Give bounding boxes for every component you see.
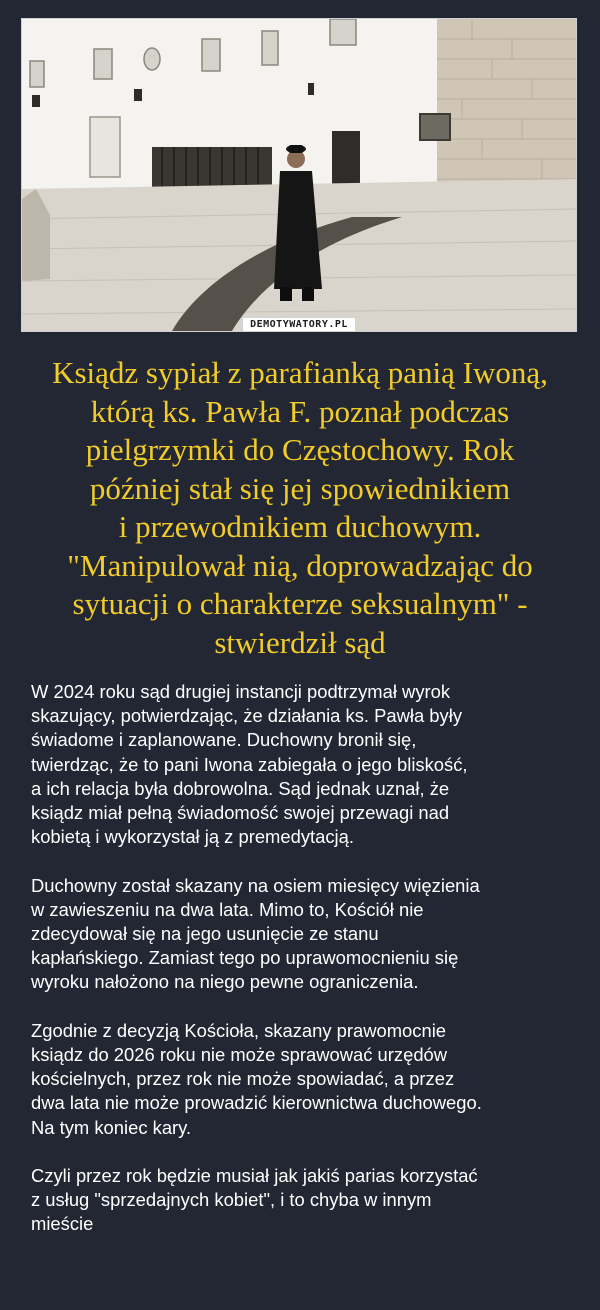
headline-line: stwierdził sąd [214, 624, 386, 660]
text-line: kościelnych, przez rok nie może spowiadać, a przez [31, 1068, 455, 1090]
text-line: z usług "sprzedajnych kobiet", i to chyba w innym [31, 1189, 432, 1211]
text-line: ksiądz miał pełną świadomość swojej przewagi nad [31, 802, 450, 824]
text-line: W 2024 roku sąd drugiej instancji podtrzymał wyrok [31, 681, 451, 702]
text-line: skazujący, potwierdzając, że działania ks. Pawła były [31, 705, 463, 727]
paragraph [31, 680, 576, 849]
headline-line: później stał się jej spowiednikiem [89, 470, 511, 506]
text-line: kapłańskiego. Zamiast tego po uprawomocnieniu się [31, 947, 459, 969]
article-body [31, 680, 576, 1237]
paragraph [31, 1019, 576, 1140]
headline-line: "Manipulował nią, doprowadzając do [67, 547, 533, 583]
watermark-label: DEMOTYWATORY.PL [242, 317, 356, 332]
headline-line: sytuacji o charakterze seksualnym" - [72, 586, 528, 621]
text-line: wyroku nałożono na niego pewne ograniczenia. [31, 971, 419, 993]
text-line: twierdząc, że to pani Iwona zabiegała o jego bliskość, [31, 753, 468, 775]
text-line: a ich relacja była dobrowolna. Sąd jednak uznał, że [31, 777, 450, 799]
headline-line: którą ks. Pawła F. poznał podczas [90, 393, 510, 429]
photo-priest-walking-icon [22, 19, 576, 331]
paragraph [31, 1164, 576, 1237]
text-line: Zgodnie z decyzją Kościoła, skazany prawomocnie [31, 1019, 447, 1041]
headline [20, 354, 580, 662]
text-line: dwa lata nie może prowadzić kierownictwa duchowego. [31, 1092, 482, 1114]
post-photo [21, 18, 577, 332]
text-line: Duchowny został skazany na osiem miesięcy więzienia [31, 874, 480, 896]
text-line: ksiądz do 2026 roku nie może sprawować urzędów [31, 1044, 448, 1066]
headline-line: pielgrzymki do Częstochowy. Rok [85, 432, 515, 467]
text-line: świadome i zaplanowane. Duchowny bronił się, [31, 729, 417, 751]
text-line: mieście [31, 1213, 94, 1235]
text-line: w zawieszeniu na dwa lata. Mimo to, Kościół nie [31, 898, 424, 920]
text-line: zdecydował się na jego usunięcie ze stanu [31, 923, 379, 945]
headline-line: i przewodnikiem duchowym. [118, 509, 482, 544]
text-line: kobietą i wykorzystał ją z premedytacją. [31, 826, 354, 848]
text-line: Czyli przez rok będzie musiał jak jakiś parias korzystać [31, 1165, 478, 1187]
headline-line: Ksiądz sypiał z parafianką panią Iwoną, [52, 355, 548, 390]
paragraph [31, 874, 576, 995]
text-line: Na tym koniec kary. [31, 1116, 192, 1138]
